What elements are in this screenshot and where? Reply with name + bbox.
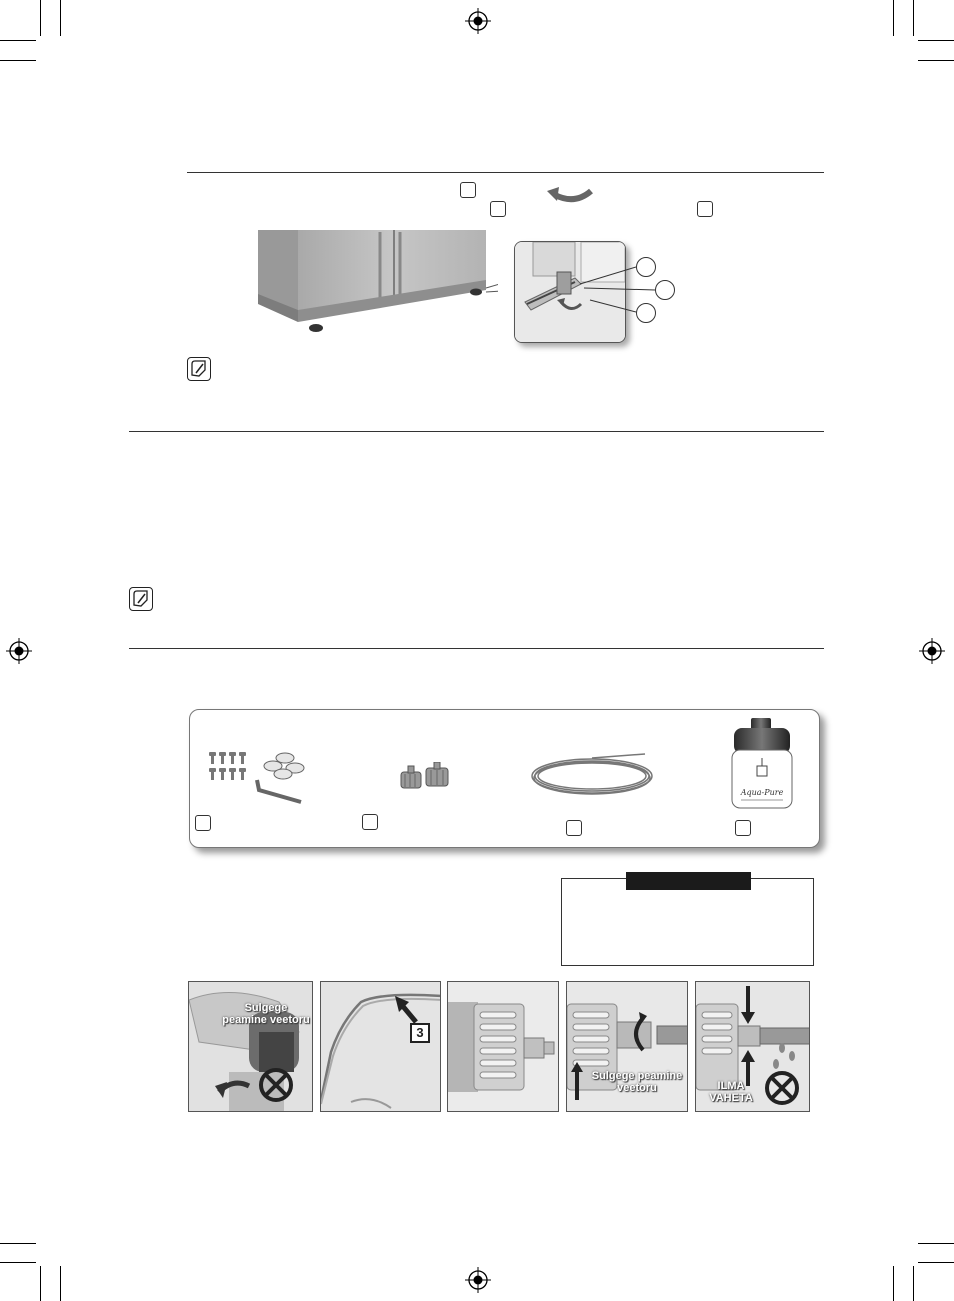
refrigerator-illustration bbox=[258, 230, 498, 334]
note-icon bbox=[129, 587, 153, 611]
rotate-arrow-icon bbox=[545, 183, 595, 207]
step-panel-5 bbox=[695, 981, 810, 1112]
registration-target-bottom bbox=[465, 1267, 491, 1293]
shut-main-valve-overlay-2: Sulgege peamine veetoru bbox=[591, 1070, 683, 1094]
section-rule-middle bbox=[129, 431, 824, 432]
step-number-label: 3 bbox=[416, 1025, 424, 1040]
registration-target-right bbox=[919, 638, 945, 664]
reference-box bbox=[697, 201, 713, 217]
reference-box bbox=[460, 182, 476, 198]
registration-target-left bbox=[6, 638, 32, 664]
part-label-box-b bbox=[362, 814, 378, 830]
registration-target-top bbox=[465, 8, 491, 34]
callout-leader-lines bbox=[570, 262, 660, 316]
part-label-box-c bbox=[566, 820, 582, 836]
caution-box bbox=[561, 878, 814, 966]
filter-logo: Aqua-Pure bbox=[740, 788, 784, 797]
section-rule-lower bbox=[129, 648, 824, 649]
reference-box bbox=[490, 201, 506, 217]
caution-header-bar bbox=[626, 872, 751, 890]
connectors-icon bbox=[398, 762, 454, 792]
section-rule-top bbox=[187, 172, 824, 173]
part-label-box-a bbox=[195, 815, 211, 831]
screws-clamps-hexkey-icon bbox=[205, 750, 310, 805]
shut-main-valve-overlay: Sulgege peamine veetoru bbox=[222, 1002, 310, 1026]
note-icon bbox=[187, 357, 211, 381]
water-tube-coil-icon bbox=[527, 752, 657, 802]
step-panel-1 bbox=[188, 981, 313, 1112]
water-filter-icon bbox=[727, 716, 797, 812]
step-panel-2 bbox=[320, 981, 441, 1112]
step-panel-3 bbox=[447, 981, 559, 1112]
step-panel-4 bbox=[566, 981, 688, 1112]
no-leak-overlay: ILMA VAHETA bbox=[709, 1080, 753, 1104]
part-label-box-d bbox=[735, 820, 751, 836]
